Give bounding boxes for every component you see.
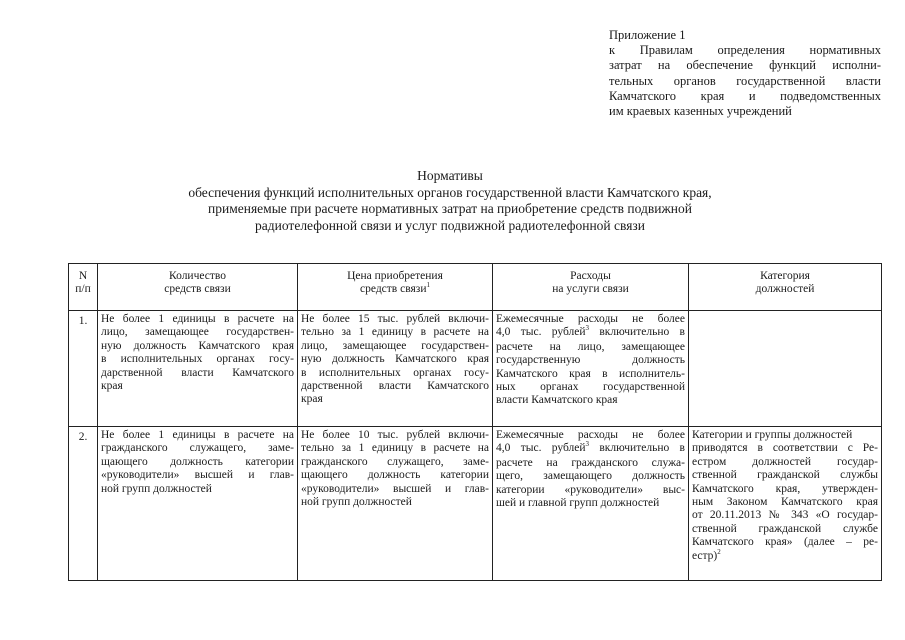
- title-heading: Нормативы: [417, 168, 483, 183]
- footnote-mark: 2: [717, 547, 721, 556]
- cell-quantity: Не более 1 единицы в расчете на лицо, замещающее государствен- ную должность Камчатского края в исполнительных органах госу- дарственной власти Камчатского края: [98, 311, 298, 427]
- row-number: 1.: [69, 311, 98, 427]
- header-number: N п/п: [69, 264, 98, 311]
- appendix-line: им краевых казенных учреждений: [609, 104, 792, 119]
- cell-category: [689, 311, 882, 427]
- table-row: [69, 311, 882, 427]
- table-header-row: [69, 264, 882, 311]
- row-number: 2.: [69, 427, 98, 581]
- appendix-line: Камчатского края и подведомственных: [609, 88, 881, 103]
- appendix-line: тельных органов государственной власти: [609, 73, 881, 88]
- cell-price: Не более 15 тыс. рублей включи- тельно за 1 единицу в расчете на лицо, замещающее государствен- ную должность Камчатского края в исполнительных органах госу- дарственной власти Камчатского края: [298, 311, 493, 427]
- header-price: Цена приобретения средств связи$^1$: [298, 264, 493, 311]
- appendix-title: Приложение 1: [609, 28, 686, 42]
- header-category: Категория должностей: [689, 264, 882, 311]
- cell-quantity: Не более 1 единицы в расчете на гражданского служащего, заме- щающего должность категории «руководители» высшей и глав- ной групп должностей: [98, 427, 298, 581]
- cell-category: Категории и группы должностей приводятся в соответствии с Ре- естром должностей государ- ственной гражданской службы Камчатского края, утвержден- ным Законом Камчатского края от 20.11.2013 № 343 «О государ- ственной гражданской службе Камчатского края» (далее – ре- естр)$^2$: [689, 427, 882, 581]
- cell-costs: Ежемесячные расходы не более 4,0 тыс. рублей$^3$ включительно в расчете на лицо, замещающее государственную должность Камчатского края в исполнитель- ных органах государственной власти Камчатского края: [493, 311, 689, 427]
- document-title: [150, 168, 750, 234]
- footnote-mark: 1: [426, 281, 430, 290]
- table-row: [69, 427, 882, 581]
- footnote-mark: 3: [585, 324, 590, 333]
- footnote-mark: 3: [585, 440, 590, 449]
- cell-price: Не более 10 тыс. рублей включи- тельно за 1 единицу в расчете на гражданского служащего, заме- щающего должность категории «руководители» высшей и глав- ной групп должностей: [298, 427, 493, 581]
- title-line: радиотелефонной связи и услуг подвижной радиотелефонной связи: [255, 217, 645, 233]
- title-line: обеспечения функций исполнительных органов государственной власти Камчатского края,: [188, 184, 712, 200]
- appendix-header: [609, 28, 881, 119]
- norms-table: [68, 263, 882, 581]
- appendix-line: к Правилам определения нормативных: [609, 43, 881, 58]
- appendix-line: затрат на обеспечение функций исполни-: [609, 58, 881, 73]
- title-line: применяемые при расчете нормативных затрат на приобретение средств подвижной: [208, 201, 692, 216]
- header-costs: Расходы на услуги связи: [493, 264, 689, 311]
- cell-costs: Ежемесячные расходы не более 4,0 тыс. рублей$^3$ включительно в расчете на гражданского служа- щего, замещающего должность категории «руководители» выс- шей и главной групп должностей: [493, 427, 689, 581]
- header-quantity: Количество средств связи: [98, 264, 298, 311]
